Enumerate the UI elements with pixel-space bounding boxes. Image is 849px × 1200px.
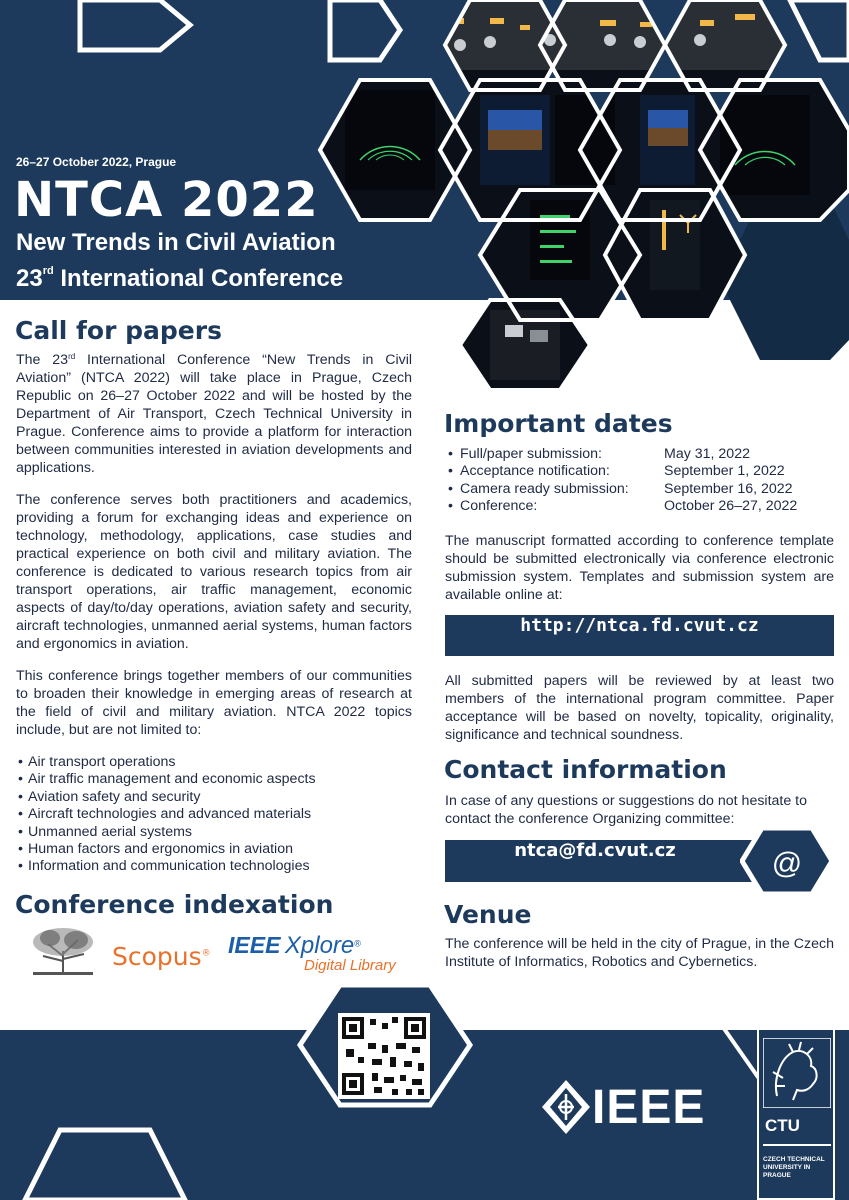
call-for-papers-paragraph-1	[16, 351, 412, 477]
date-label: • Conference:	[448, 498, 664, 515]
venue-text: The conference will be held in the city of Prague, in the Czech Institute of Informatics, Robotics and Cybernetics.	[445, 936, 834, 970]
ctu-logo	[757, 1028, 835, 1200]
topic-item: • Human factors and ergonomics in aviation	[18, 841, 418, 858]
p1-rest: International Conference “New Trends in Civil Aviation” (NTCA 2022) will take place in Prague, Czech Republic on 26–27 October 2022 and will be hosted by the Department of Air Transport, Czech Technical University in Prague. Conference aims to provide a platform for interaction between communities interested in aviation developments and applications.	[16, 352, 413, 476]
important-dates-heading: Important dates	[444, 409, 673, 438]
date-row	[448, 481, 838, 498]
venue-heading: Venue	[444, 900, 532, 929]
xplore-mark: ®	[354, 938, 361, 949]
contact-text: In case of any questions or suggestions do not hesitate to contact the conference Organizing committee:	[445, 793, 808, 827]
p1-start: The 23	[16, 352, 69, 368]
contact-heading: Contact information	[444, 755, 727, 784]
xplore-name-text: Xplore	[284, 932, 355, 959]
date-row	[448, 463, 838, 480]
indexation-heading: Conference indexation	[15, 890, 334, 919]
topic-item: • Unmanned aerial systems	[18, 824, 418, 841]
scopus-text: Scopus	[112, 942, 202, 971]
conference-acronym: NTCA 2022	[14, 172, 319, 228]
conference-url-link[interactable]: http://ntca.fd.cvut.cz	[520, 615, 759, 636]
elsevier-tree-logo	[28, 926, 98, 976]
ieee-diamond-logo	[540, 1078, 592, 1136]
title-line-2	[16, 257, 343, 293]
ordinal-number: 23	[16, 265, 43, 292]
topic-item: • Air traffic management and economic aspects	[18, 771, 418, 788]
date-label: • Acceptance notification:	[448, 463, 664, 480]
title-line-2-rest: International Conference	[60, 265, 344, 292]
scopus-logo	[112, 942, 211, 971]
at-icon: @	[771, 847, 803, 880]
ctu-short-name: CTU	[765, 1116, 800, 1135]
xplore-ieee-text: IEEE	[228, 932, 281, 958]
ctu-lion-icon	[763, 1038, 831, 1108]
date-value: September 1, 2022	[664, 463, 785, 480]
topics-list	[18, 754, 418, 876]
conference-full-title	[16, 228, 343, 293]
ctu-full-name: CZECH TECHNICAL UNIVERSITY IN PRAGUE	[763, 1156, 825, 1179]
ordinal-suffix: rd	[42, 265, 54, 277]
at-sign-hexagon	[740, 826, 834, 896]
topic-item: • Aviation safety and security	[18, 789, 418, 806]
xplore-digital-library-text: Digital Library	[304, 957, 396, 974]
date-value: October 26–27, 2022	[664, 498, 798, 515]
conference-date-place: 26–27 October 2022, Prague	[16, 155, 177, 169]
topic-item: • Information and communication technologies	[18, 858, 418, 875]
contact-email-link[interactable]: ntca@fd.cvut.cz	[514, 840, 676, 861]
manuscript-text: The manuscript formatted according to conference template should be submitted electronically via conference electronic submission system. Templates and submission system are available online at:	[445, 533, 834, 603]
qr-code	[338, 1013, 430, 1099]
call-for-papers-paragraph-2: The conference serves both practitioners and academics, providing a forum for exchanging ideas and experience on technology, methodology, applications, case studies and practical experience on both civil and military aviation. The conference is dedicated to various research topics from air transport operations, air traffic management, economic aspects of day/to/day operations, aviation safety and security, aircraft technologies, unmanned aerial systems, human factors and ergonomics in aviation.	[16, 492, 412, 652]
ieee-xplore-logo	[228, 932, 396, 974]
date-value: May 31, 2022	[664, 446, 750, 462]
ieee-logo-text: IEEE	[592, 1081, 706, 1134]
topic-item: • Air transport operations	[18, 754, 418, 771]
topic-item: • Aircraft technologies and advanced materials	[18, 806, 418, 823]
date-row	[448, 498, 838, 515]
date-label: • Camera ready submission:	[448, 481, 664, 498]
date-label: • Full/paper submission:	[448, 446, 664, 463]
date-row	[448, 446, 838, 463]
call-for-papers-paragraph-3: This conference brings together members of our communities to broaden their knowledge in emerging areas of research at the field of civil and military aviation. NTCA 2022 topics include, but are not limited to:	[16, 668, 412, 738]
title-line-1: New Trends in Civil Aviation	[16, 229, 336, 256]
date-value: September 16, 2022	[664, 480, 793, 497]
scopus-mark: ®	[201, 948, 211, 959]
review-text: All submitted papers will be reviewed by at least two members of the international program committee. Paper acceptance will be based on novelty, topicality, originality, significance and technical soundness.	[445, 673, 834, 743]
p1-ordinal-suffix: rd	[68, 352, 76, 361]
important-dates-table	[448, 446, 838, 516]
ctu-divider	[763, 1144, 831, 1146]
call-for-papers-heading: Call for papers	[15, 316, 222, 345]
